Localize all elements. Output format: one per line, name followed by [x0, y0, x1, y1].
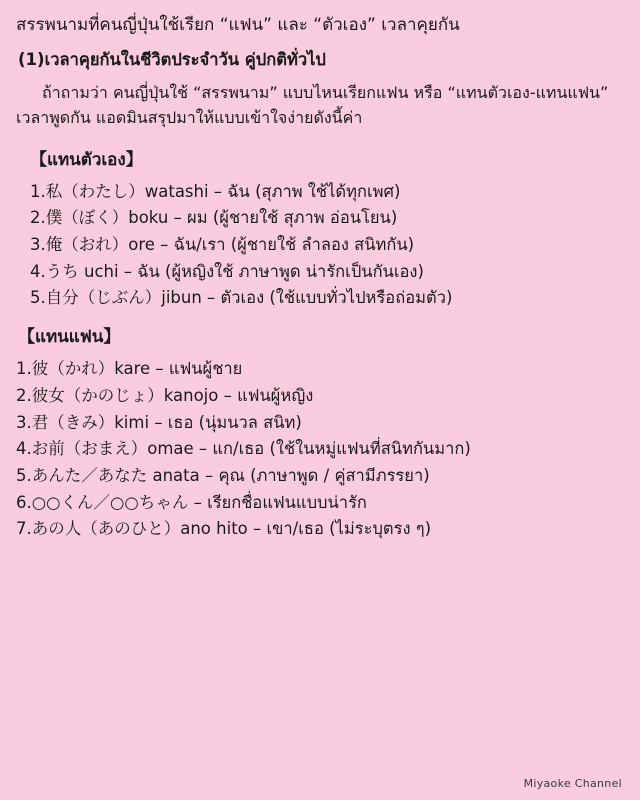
entry-list-partner	[16, 356, 624, 543]
list-item: 4.お前（おまえ）omae – แก/เธอ (ใช้ในหมู่แฟนที่สนิทกันมาก)	[16, 439, 471, 459]
entry-list-self	[16, 179, 624, 313]
group-self-pronouns	[16, 145, 624, 313]
list-item: 5.自分（じぶん）jibun – ตัวเอง (ใช้แบบทั่วไปหรือถ่อมตัว)	[30, 288, 453, 308]
section-heading: (1)เวลาคุยกันในชีวิตประจำวัน คู่ปกติทั่วไป	[18, 49, 326, 69]
list-item: 5.あんた／あなた anata – คุณ (ภาษาพูด / คู่สามีภรรยา)	[16, 466, 430, 485]
list-item: 2.僕（ぼく）boku – ผม (ผู้ชายใช้ สุภาพ อ่อนโยน)	[30, 208, 398, 228]
group-label-self: 【แทนตัวเอง】	[30, 149, 143, 170]
channel-credit: Miyaoke Channel	[523, 777, 622, 790]
list-item: 3.君（きみ）kimi – เธอ (นุ่มนวล สนิท)	[16, 412, 302, 432]
list-item: 6.○○くん／○○ちゃん – เรียกชื่อแฟนแบบน่ารัก	[16, 492, 367, 512]
list-item: 1.彼（かれ）kare – แฟนผู้ชาย	[16, 359, 243, 379]
list-item: 3.俺（おれ）ore – ฉัน/เรา (ผู้ชายใช้ ลำลอง สนิทกัน)	[30, 234, 415, 254]
list-item: 4.うち uchi – ฉัน (ผู้หญิงใช้ ภาษาพูด น่ารักเป็นกันเอง)	[30, 261, 424, 281]
page-title: สรรพนามที่คนญี่ปุ่นใช้เรียก “แฟน” และ “ตัวเอง” เวลาคุยกัน	[16, 15, 460, 35]
intro-paragraph	[16, 81, 624, 131]
list-item: 7.あの人（あのひと）ano hito – เขา/เธอ (ไม่ระบุตรง ๆ)	[16, 519, 432, 539]
intro-text: ถ้าถามว่า คนญี่ปุ่นใช้ “สรรพนาม” แบบไหนเรียกแฟน หรือ “แทนตัวเอง-แทนแฟน” เวลาพูดกัน แอดมินสรุปมาให้แบบเข้าใจง่ายดังนี้ค่า	[16, 82, 609, 127]
group-partner-pronouns	[16, 322, 624, 543]
list-item: 2.彼女（かのじょ）kanojo – แฟนผู้หญิง	[16, 385, 314, 405]
group-label-partner: 【แทนแฟน】	[18, 327, 121, 348]
list-item: 1.私（わたし）watashi – ฉัน (สุภาพ ใช้ได้ทุกเพศ)	[30, 181, 401, 201]
